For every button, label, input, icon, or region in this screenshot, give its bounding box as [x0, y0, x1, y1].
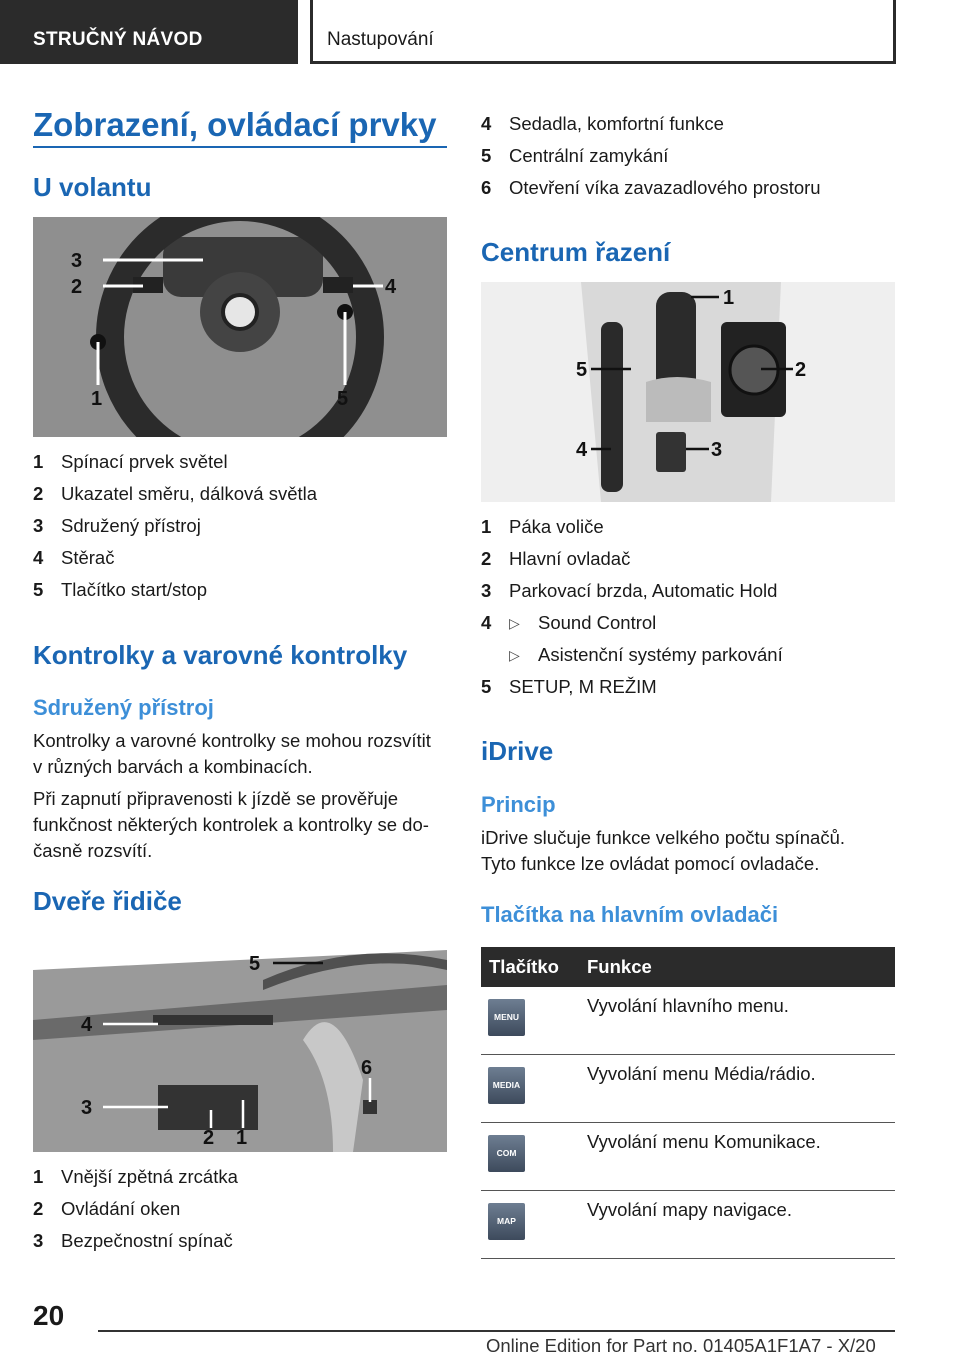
- com-button-icon: COM: [488, 1135, 525, 1172]
- center-console-image: [481, 282, 895, 502]
- page-number: 20: [33, 1300, 65, 1331]
- title-rule: [33, 146, 447, 148]
- callout-6: 6: [361, 1057, 373, 1079]
- callout-1: 1: [91, 388, 103, 410]
- media-button-icon: MEDIA: [488, 1067, 525, 1104]
- callout-4: 4: [385, 276, 397, 298]
- callout-5: 5: [337, 388, 349, 410]
- steering-wheel-image: [33, 217, 447, 437]
- table-header-button: Tlačítko: [481, 947, 579, 987]
- table-row: MAP Vyvolání mapy navigace.: [481, 1191, 895, 1259]
- paragraph-warnings-1: Kontrolky a varovné kontrolky se mohou rozsvítit v různých barvách a kombinacích.: [33, 730, 431, 777]
- table-row: MEDIA Vyvolání menu Média/rádio.: [481, 1055, 895, 1123]
- heading-warnings: Kontrolky a varovné kontrolky: [33, 640, 408, 670]
- callout-2: 2: [203, 1127, 215, 1149]
- heading-console: Centrum řazení: [481, 237, 671, 267]
- edition-note: Online Edition for Part no. 01405A1F1A7 - X/20: [486, 1335, 876, 1356]
- callout-1: 1: [236, 1127, 248, 1149]
- section-tab: STRUČNÝ NÁVOD: [0, 0, 298, 64]
- page-title: Zobrazení, ovládací prvky: [33, 106, 437, 143]
- map-button-icon: MAP: [488, 1203, 525, 1240]
- subheading-cluster: Sdružený přístroj: [33, 695, 214, 720]
- callout-1: 1: [723, 287, 735, 309]
- callout-4: 4: [576, 439, 588, 461]
- table-row: COM Vyvolání menu Komunikace.: [481, 1123, 895, 1191]
- subheading-principle: Princip: [481, 792, 556, 817]
- table-row: MENU Vyvolání hlavního menu.: [481, 987, 895, 1055]
- driver-door-image: [33, 930, 447, 1152]
- callout-3: 3: [81, 1097, 93, 1119]
- heading-door: Dveře řidiče: [33, 886, 182, 916]
- table-header-row: [481, 947, 895, 987]
- bullet-triangle-icon: ▷: [509, 615, 520, 631]
- paragraph-warnings-2: Při zapnutí připravenosti k jízdě se prověřuje funkčnost některých kontrolek a kontrolky se do‐ časně rozsvítí.: [33, 788, 429, 861]
- controller-buttons-table: [481, 947, 895, 1259]
- page-header: [0, 0, 960, 64]
- callout-4: 4: [81, 1014, 93, 1036]
- paragraph-idrive: iDrive slučuje funkce velkého počtu spínačů. Tyto funkce lze ovládat pomocí ovladače.: [481, 827, 846, 874]
- callout-5: 5: [576, 359, 588, 381]
- callout-3: 3: [711, 439, 723, 461]
- bullet-triangle-icon: ▷: [509, 647, 520, 663]
- table-header-function: Funkce: [579, 947, 895, 987]
- callout-3: 3: [71, 250, 83, 272]
- subheading-controller-buttons: Tlačítka na hlavním ovladači: [481, 902, 779, 927]
- callout-2: 2: [795, 359, 807, 381]
- callout-2: 2: [71, 276, 83, 298]
- chapter-tab: Nastupování: [310, 0, 896, 64]
- menu-button-icon: MENU: [488, 999, 525, 1036]
- callout-5: 5: [249, 953, 261, 975]
- footer-rule: [98, 1330, 895, 1332]
- heading-idrive: iDrive: [481, 736, 554, 766]
- heading-steering: U volantu: [33, 172, 152, 202]
